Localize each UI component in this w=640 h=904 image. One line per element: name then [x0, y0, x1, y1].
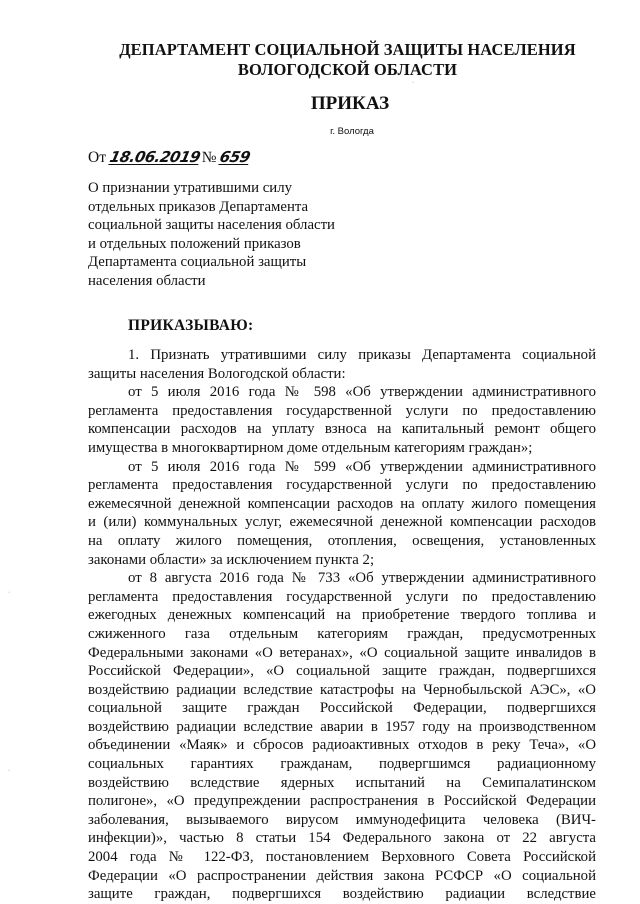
- subject-line: отдельных приказов Департамента: [88, 198, 309, 215]
- number-value: 659: [218, 148, 253, 166]
- subject-block: [88, 179, 378, 291]
- subject-line: О признании утратившими силу: [88, 180, 292, 196]
- body-line: социальной защите граждан Российской Федерации, подвергшихся: [88, 700, 596, 717]
- date-prefix: От: [88, 149, 106, 166]
- body-line: ежемесячной денежной компенсации расходов на оплату жилого помещения: [88, 495, 596, 512]
- orders-heading: ПРИКАЗЫВАЮ:: [128, 317, 254, 334]
- date-value: 18.06.2019: [107, 148, 202, 166]
- body-line: и (или) коммунальных услуг, ежемесячной денежной компенсации расходов: [88, 514, 596, 531]
- number-prefix: №: [201, 149, 217, 166]
- body-line: объединении «Маяк» и сбросов радиоактивных отходов в реку Теча», «О: [88, 737, 596, 754]
- body-line: 1. Признать утратившими силу приказы Департамента социальной: [128, 347, 596, 363]
- body-line: воздействию радиации вследствие катастрофы на Чернобыльской АЭС», «О: [88, 681, 596, 698]
- body-line: от 8 августа 2016 года № 733 «Об утверждении административного: [128, 570, 596, 587]
- body-line: регламента предоставления государственной услуги по предоставлению: [88, 402, 596, 419]
- body-line: защите граждан, подвергшихся воздействию радиации вследствие: [88, 886, 596, 903]
- body-line: регламента предоставления государственной услуги по предоставлению: [88, 588, 596, 605]
- header-line-2: ВОЛОГОДСКОЙ ОБЛАСТИ: [237, 60, 458, 79]
- body-line: Федеральными законами «О ветеранах», «О социальной защите инвалидов в: [88, 644, 596, 661]
- body-line: воздействию радиации вследствие аварии в 1957 году на производственном: [88, 718, 596, 735]
- body-line: компенсации расходов на уплату взноса на капитальный ремонт общего: [88, 421, 596, 438]
- scan-speck: ·: [412, 80, 414, 86]
- city: г. Вологда: [330, 126, 374, 137]
- department-header: [0, 40, 640, 80]
- subject-line: Департамента социальной защиты: [88, 254, 307, 271]
- body-line: Федерации «О распространении действия закона РСФСР «О социальной: [88, 867, 596, 884]
- body-line: на оплату жилого помещения, отопления, освещения, установленных: [88, 532, 596, 549]
- body-line: воздействию вследствие ядерных испытаний на Семипалатинском: [88, 774, 596, 791]
- body-line: регламента предоставления государственной услуги по предоставлению: [88, 477, 596, 494]
- body-line: социальных гарантиях гражданам, подвергшимся радиационному: [88, 756, 596, 773]
- scan-speck: ·: [8, 590, 10, 596]
- header-line-1: ДЕПАРТАМЕНТ СОЦИАЛЬНОЙ ЗАЩИТЫ НАСЕЛЕНИЯ: [119, 40, 576, 59]
- body-line: от 5 июля 2016 года № 598 «Об утверждении административного: [128, 384, 596, 401]
- body-line: ежегодных денежных компенсаций на приобретение твердого топлива и: [88, 607, 596, 624]
- body-line: полигоне», «О предупреждении распространения в Российской Федерации: [88, 793, 596, 810]
- body-line: защиты населения Вологодской области:: [88, 365, 346, 382]
- body-line: заболевания, вызываемого вирусом иммунодефицита человека (ВИЧ-: [88, 811, 596, 828]
- body-line: Российской Федерации», «О социальной защите граждан, подвергшихся: [88, 663, 596, 680]
- body-line: от 5 июля 2016 года № 599 «Об утверждении административного: [128, 458, 596, 475]
- body-line: имущества в многоквартирном доме отдельным категориям граждан»;: [88, 439, 533, 456]
- document-type: ПРИКАЗ: [310, 93, 390, 114]
- subject-line: населения области: [88, 272, 206, 289]
- body-line: инфекции)», частью 8 статьи 154 Федерального закона от 22 августа: [88, 830, 596, 847]
- date-number-line: [88, 148, 264, 167]
- subject-line: и отдельных положений приказов: [88, 235, 301, 252]
- body-line: законами области» за исключением пункта 2;: [88, 551, 375, 568]
- document-body: [88, 346, 596, 904]
- subject-line: социальной защиты населения области: [88, 217, 335, 234]
- body-line: сжиженного газа отдельным категориям граждан, предусмотренных: [88, 625, 596, 642]
- body-line: 2004 года № 122-ФЗ, постановлением Верховного Совета Российской: [88, 849, 596, 866]
- scan-speck: ·: [8, 768, 10, 774]
